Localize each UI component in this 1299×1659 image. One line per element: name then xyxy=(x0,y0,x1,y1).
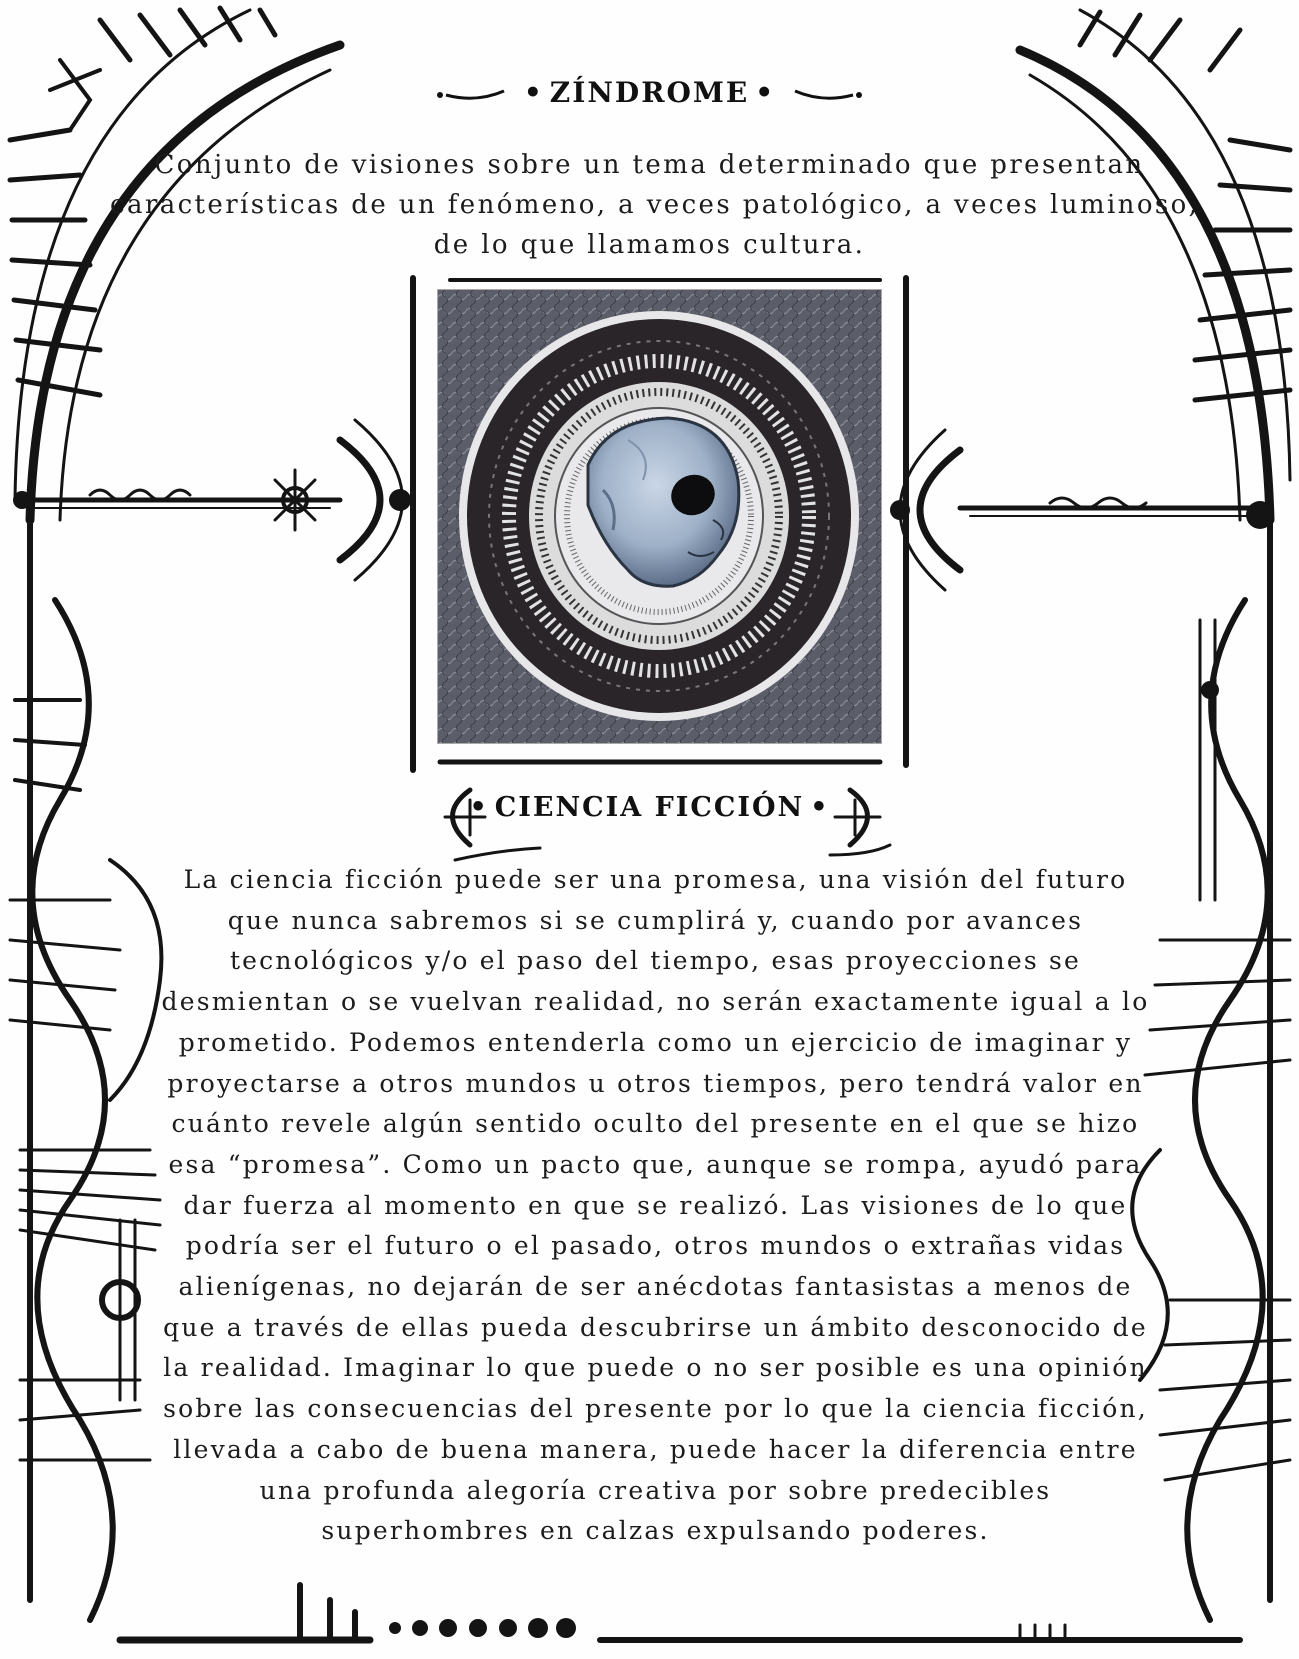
body-line: esa “promesa”. Como un pacto que, aunque se rompa, ayudó para xyxy=(168,1149,1143,1179)
body-line: alienígenas, no dejarán de ser anécdotas fantasistas a menos de xyxy=(178,1272,1133,1302)
heading-zindrome xyxy=(0,76,1299,109)
heading-dot-right: • xyxy=(810,792,830,823)
heading-dot-left: • xyxy=(523,76,544,109)
body-line: dar fuerza al momento en que se realizó. Las visiones de lo que xyxy=(183,1190,1128,1220)
body-line: tecnológicos y/o el paso del tiempo, esas proyecciones se xyxy=(229,946,1082,976)
swash-left-icon xyxy=(436,89,506,101)
alien-head-mandala-icon xyxy=(438,290,881,743)
body-line: que nunca sabremos si se cumplirá y, cuando por avances xyxy=(227,905,1084,935)
body-line: sobre las consecuencias del presente por lo que la ciencia ficción, xyxy=(163,1394,1148,1424)
heading-secondary-text: CIENCIA FICCIÓN xyxy=(494,792,805,823)
body-line: La ciencia ficción puede ser una promesa, una visión del futuro xyxy=(183,865,1128,894)
heading-ciencia-ficcion xyxy=(0,792,1299,823)
heading-dot-left: • xyxy=(469,792,489,823)
intro-line: características de un fenómeno, a veces patológico, a veces luminoso, xyxy=(110,190,1200,220)
body-line: superhombres en calzas expulsando poderes. xyxy=(321,1516,990,1546)
swash-right-icon xyxy=(793,89,863,101)
body-paragraph xyxy=(158,860,1153,1552)
body-line: podría ser el futuro o el pasado, otros mundos o extrañas vidas xyxy=(185,1231,1126,1261)
body-line: prometido. Podemos entenderla como un ejercicio de imaginar y xyxy=(178,1027,1133,1057)
body-line: una profunda alegoría creativa por sobre predecibles xyxy=(259,1475,1052,1505)
heading-dot-right: • xyxy=(755,76,776,109)
alien-artwork xyxy=(438,290,881,743)
body-line: la realidad. Imaginar lo que puede o no ser posible es una opinión xyxy=(163,1353,1148,1383)
intro-line: Conjunto de visiones sobre un tema determinado que presentan xyxy=(154,150,1145,180)
heading-primary-text: ZÍNDROME xyxy=(549,76,750,109)
body-line: llevada a cabo de buena manera, puede hacer la diferencia entre xyxy=(173,1434,1138,1464)
body-line: que a través de ellas pueda descubrirse un ámbito desconocido de xyxy=(163,1312,1148,1342)
intro-paragraph xyxy=(110,145,1200,265)
body-line: desmientan o se vuelvan realidad, no serán exactamente igual a lo xyxy=(161,987,1150,1017)
body-line: cuánto revele algún sentido oculto del presente en el que se hizo xyxy=(171,1109,1140,1139)
body-line: proyectarse a otros mundos u otros tiempos, pero tendrá valor en xyxy=(167,1068,1144,1098)
intro-line: de lo que llamamos cultura. xyxy=(433,230,866,260)
